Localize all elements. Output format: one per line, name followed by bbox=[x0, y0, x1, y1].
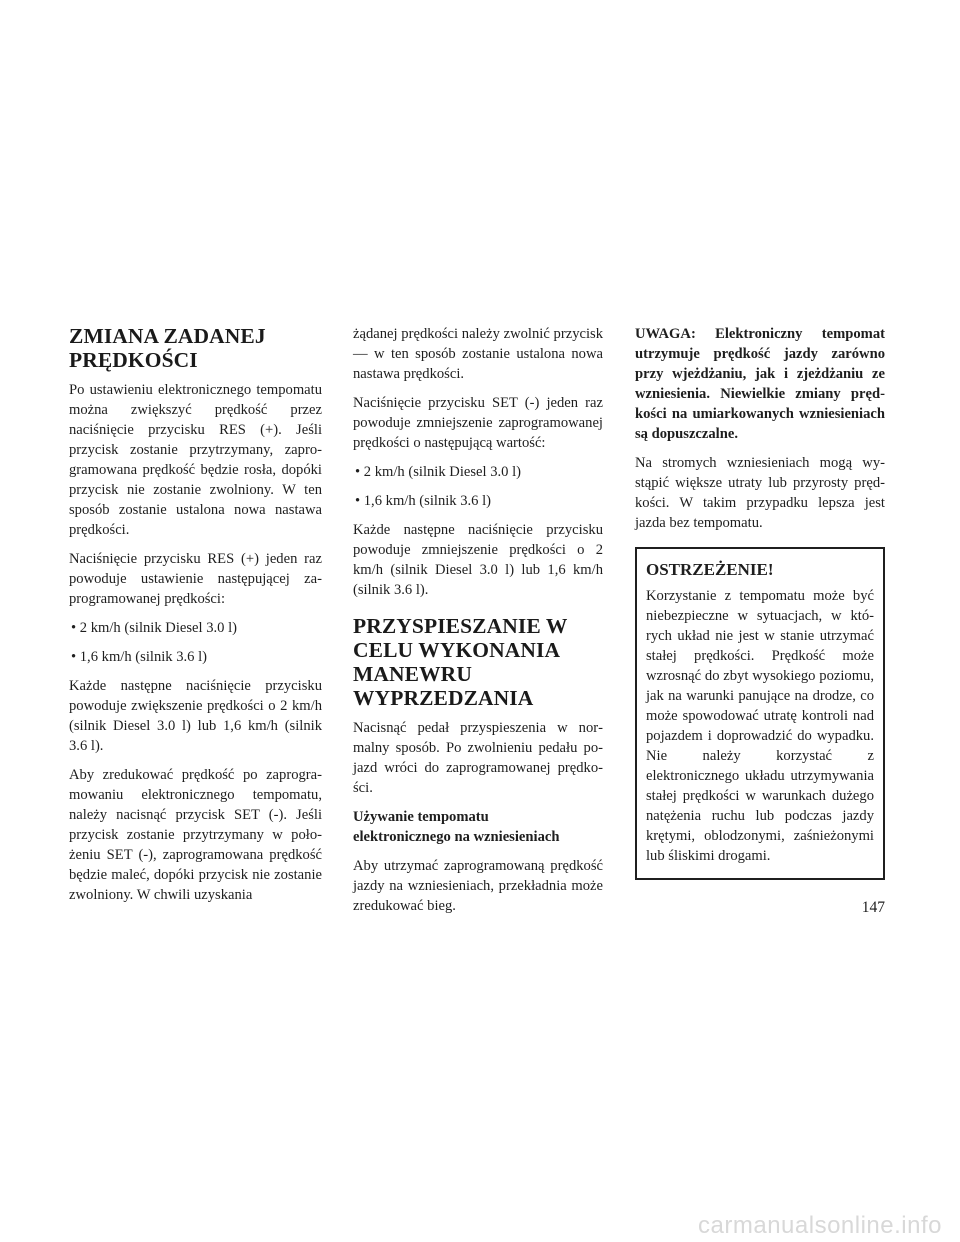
paragraph: Każde następne naciśnięcie przycisku powoduje zwiększenie prędkości o 2 km/h (silnik Diesel 3.0 l) lub 1,6 km/h (silnik 3.6 l). bbox=[69, 678, 322, 754]
paragraph: Każde następne naciśnięcie przycisku powoduje zmniejszenie prędkości o 2 km/h (silnik Diesel 3.0 l) lub 1,6 km/h (silnik 3.6 l). bbox=[353, 522, 603, 598]
watermark: carmanualsonline.info bbox=[698, 1212, 942, 1239]
paragraph: Po ustawieniu elektronicznego tempomatu można zwiększyć prędkość przez naciśnięcie przycisku RES (+). Jeśli przycisk zostanie przytrzymany, zaprogramowana prędkość będzie rosła, dopóki przycisk nie zostanie zwolniony. W ten sposób zostanie ustalona nowa nastawa prędkości. bbox=[69, 382, 322, 538]
paragraph: Na stromych wzniesieniach mogą wystąpić większe utraty lub przyrosty prędkości. W takim przypadku lepsza jest jazda bez tempomatu. bbox=[635, 455, 885, 531]
bullet-item: • 2 km/h (silnik Diesel 3.0 l) bbox=[355, 464, 522, 480]
paragraph: Naciśnięcie przycisku RES (+) jeden raz powoduje ustawienie następującej zaprogramowanej prędkości: bbox=[69, 551, 322, 607]
note-text: UWAGA: Elektroniczny tempomat utrzymuje prędkość jazdy zarówno przy wjeżdżaniu, jak i zjeżdżaniu ze wzniesienia. Niewielkie zmiany prędkości na umiarkowanych wzniesieniach są dopuszczalne. bbox=[635, 326, 885, 442]
section-heading-overtaking: PRZYSPIESZANIE W CELU WYKONANIA MANEWRU WYPRZEDZANIA bbox=[353, 614, 568, 710]
paragraph: Aby zredukować prędkość po zaprogramowaniu elektronicznego tempomatu, należy nacisnąć przycisk SET (-). Jeśli przycisk zostanie przytrzymany w położeniu SET (-), zaprogramowana prędkość będzie maleć, dopóki przycisk nie zostanie zwolniony. W chwili uzyskania bbox=[69, 767, 322, 903]
column-right bbox=[635, 324, 885, 880]
paragraph: Aby utrzymać zaprogramowaną prędkość jazdy na wzniesieniach, przekładnia może zredukować bieg. bbox=[353, 858, 603, 914]
subheading-hills: Używanie tempomatu elektronicznego na wzniesieniach bbox=[353, 809, 560, 845]
warning-box bbox=[635, 547, 885, 880]
column-middle bbox=[353, 324, 603, 925]
section-heading-change-speed: ZMIANA ZADANEJ PRĘDKOŚCI bbox=[69, 324, 266, 372]
bullet-item: • 2 km/h (silnik Diesel 3.0 l) bbox=[71, 620, 238, 636]
paragraph: Nacisnąć pedał przyspieszenia w normalny sposób. Po zwolnieniu pedału pojazd wróci do zaprogramowanej prędkości. bbox=[353, 720, 603, 796]
paragraph: żądanej prędkości należy zwolnić przycisk — w ten sposób zostanie ustalona nowa nastawa prędkości. bbox=[353, 326, 603, 382]
bullet-item: • 1,6 km/h (silnik 3.6 l) bbox=[355, 493, 492, 509]
paragraph: Naciśnięcie przycisku SET (-) jeden raz powoduje zmniejszenie zaprogramowanej prędkości o następującą wartość: bbox=[353, 395, 603, 451]
bullet-item: • 1,6 km/h (silnik 3.6 l) bbox=[71, 649, 208, 665]
warning-title: OSTRZEŻENIE! bbox=[646, 560, 774, 579]
warning-text: Korzystanie z tempomatu może być niebezpieczne w sytuacjach, w których układ nie jest w stanie utrzymać stałej prędkości. Prędkość może wzrosnąć do zbyt wysokiego poziomu, jak na warunki panujące na drodze, co może spowodować utratę kontroli nad pojazdem i doprowadzić do wypadku. Nie należy korzystać z elektronicznego układu utrzymywania stałej prędkości w warunkach dużego natężenia ruchu lub podczas jazdy krętymi, oblodzonymi, zaśnieżonymi lub śliskimi drogami. bbox=[646, 588, 874, 864]
column-left bbox=[69, 324, 322, 914]
page-number: 147 bbox=[861, 899, 885, 916]
